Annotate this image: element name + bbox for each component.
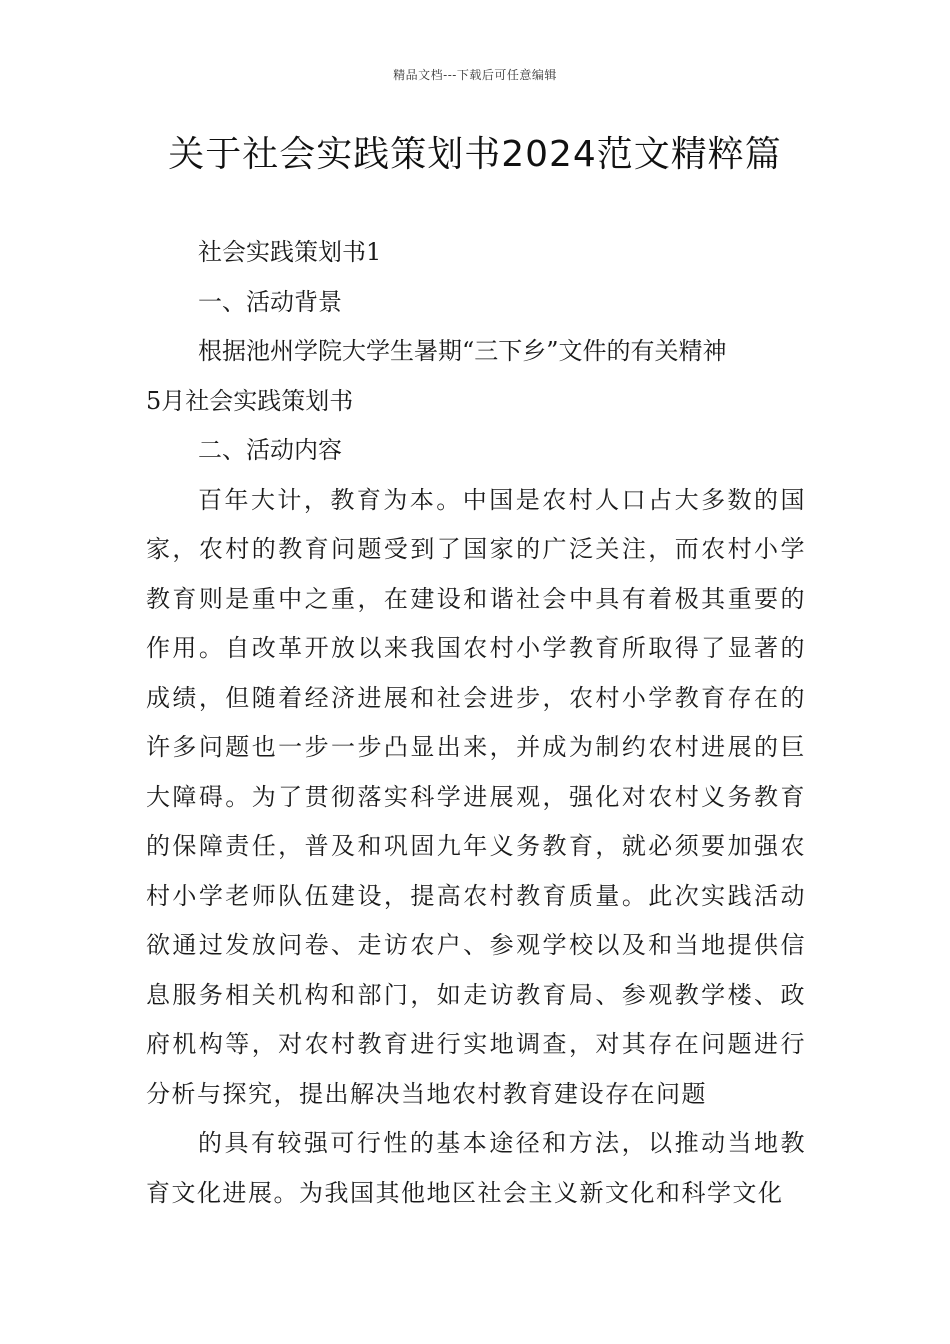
background-line: 根据池州学院大学生暑期“三下乡”文件的有关精神: [198, 337, 727, 365]
paragraph-content-1: 百年大计，教育为本。中国是农村人口占大多数的国家，农村的教育问题受到了国家的广泛关注，而农村小学教育则是重中之重，在建设和谐社会中具有着极其重要的作用。自改革开放以来我国农村小学教育所取得了显著的成绩，但随着经济进展和社会进步，农村小学教育存在的许多问题也一步一步凸显出来，并成为制约农村进展的巨大障碍。为了贯彻落实科学进展观，强化对农村义务教育的保障责任，普及和巩固九年义务教育，就必须要加强农村小学老师队伍建设，提高农村教育质量。此次实践活动欲通过发放问卷、走访农户、参观学校以及和当地提供信息服务相关机构和部门，如走访教育局、参观教学楼、政府机构等，对农村教育进行实地调查，对其存在问题进行分析与探究，提出解决当地农村教育建设存在问题: [146, 485, 806, 1108]
heading-activity-background: 一、活动背景: [198, 287, 342, 316]
background-line-2: 5月社会实践策划书: [146, 386, 354, 415]
section-title: 社会实践策划书1: [198, 238, 382, 266]
document-title: 关于社会实践策划书2024范文精粹篇: [168, 134, 782, 175]
paragraph-content-2: 的具有较强可行性的基本途径和方法，以推动当地教育文化进展。为我国其他地区社会主义新文化和科学文化: [146, 1129, 806, 1207]
heading-activity-content: 二、活动内容: [198, 436, 342, 464]
header-note: 精品文档---下载后可任意编辑: [393, 68, 557, 82]
document-body: [146, 228, 806, 1218]
